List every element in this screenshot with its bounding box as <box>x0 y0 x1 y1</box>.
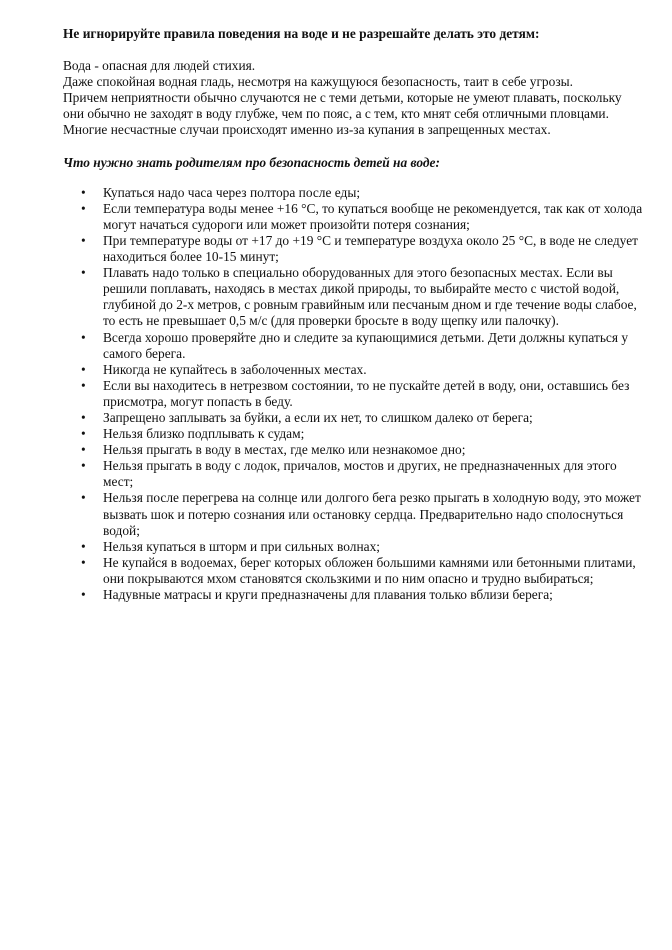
list-item <box>63 410 643 426</box>
list-item <box>63 426 643 442</box>
bullet-icon: • <box>81 265 86 281</box>
document-heading: Не игнорируйте правила поведения на воде и не разрешайте делать это детям: <box>63 26 540 41</box>
section-subheading: Что нужно знать родителям про безопасность детей на воде: <box>63 154 440 170</box>
list-item <box>63 362 643 378</box>
bullet-icon: • <box>81 426 86 442</box>
list-item <box>63 378 643 410</box>
bullet-icon: • <box>81 184 86 200</box>
list-item <box>63 201 643 233</box>
list-item-text: Надувные матрасы и круги предназначены для плавания только вблизи берега; <box>103 587 553 602</box>
bullet-icon: • <box>81 538 86 554</box>
list-item <box>63 555 643 587</box>
list-item <box>63 265 643 329</box>
list-item-text: Всегда хорошо проверяйте дно и следите за купающимися детьми. Дети должны купаться у самого берега. <box>103 329 629 361</box>
intro-line: Многие несчастные случаи происходят именно из-за купания в запрещенных местах. <box>63 122 551 138</box>
bullet-icon: • <box>81 361 86 377</box>
list-item-text: Нельзя купаться в шторм и при сильных волнах; <box>103 538 380 554</box>
bullet-icon: • <box>81 458 86 474</box>
bullet-icon: • <box>81 554 86 570</box>
document-page <box>63 26 643 603</box>
list-item-text: Нельзя после перегрева на солнце или долгого бега резко прыгать в холодную воду, это может вызвать шок и потерю сознания или остановку сердца. Предварительно надо сполоснуться водой; <box>103 490 641 538</box>
intro-line: Причем неприятности обычно случаются не с теми детьми, которые не умеют плавать, поскольку они обычно не заходят в воду глубже, чем по пояс, а с тем, кто мнят себя отличными пловцами. <box>63 90 622 122</box>
list-item-text: Плавать надо только в специально оборудованных для этого безопасных местах. Если вы решили поплавать, находясь в местах дикой природы, то выбирайте место с чистой водой, глубиной до 2-х метров, с ровным гравийным или песчаным дном и где течение воды слабое, то есть не превышает 0,5 м/с (для проверки бросьте в воду щепку или палочку). <box>103 265 637 329</box>
list-item <box>63 233 643 265</box>
tips-list <box>63 185 643 603</box>
list-item-text: Никогда не купайтесь в заболоченных местах. <box>103 361 367 377</box>
bullet-icon: • <box>81 377 86 393</box>
list-item <box>63 185 643 201</box>
list-item <box>63 539 643 555</box>
list-item-text: Не купайся в водоемах, берег которых обложен большими камнями или бетонными плитами, они покрываются мхом становятся скользкими и по ним опасно и трудно выбираться; <box>103 554 636 586</box>
bullet-icon: • <box>81 442 86 458</box>
list-item-text: Если температура воды менее +16 °С, то купаться вообще не рекомендуется, так как от холода могут начаться судороги или может произойти потеря сознания; <box>103 200 643 232</box>
list-item <box>63 490 643 538</box>
intro-line: Даже спокойная водная гладь, несмотря на кажущуюся безопасность, таит в себе угрозы. <box>63 74 573 90</box>
intro-line: Вода - опасная для людей стихия. <box>63 58 256 74</box>
list-item-text: Нельзя близко подплывать к судам; <box>103 426 305 442</box>
bullet-icon: • <box>81 200 86 216</box>
bullet-icon: • <box>81 587 86 602</box>
bullet-icon: • <box>81 409 86 425</box>
list-item-text: При температуре воды от +17 до +19 °С и температуре воздуха около 25 °С, в воде не следует находиться более 10-15 минут; <box>103 232 639 265</box>
list-item-text: Нельзя прыгать в воду с лодок, причалов, мостов и других, не предназначенных для этого мест; <box>103 458 617 490</box>
bullet-icon: • <box>81 329 86 345</box>
list-item <box>63 458 643 490</box>
list-item <box>63 442 643 458</box>
list-item-text: Если вы находитесь в нетрезвом состоянии, то не пускайте детей в воду, они, оставшись без присмотра, могут попасть в беду. <box>103 377 630 409</box>
list-item-text: Купаться надо часа через полтора после еды; <box>103 184 361 200</box>
list-item-text: Нельзя прыгать в воду в местах, где мелко или незнакомое дно; <box>103 442 466 458</box>
list-item <box>63 330 643 362</box>
bullet-icon: • <box>81 232 86 248</box>
list-item <box>63 587 643 603</box>
list-item-text: Запрещено заплывать за буйки, а если их нет, то слишком далеко от берега; <box>103 409 533 425</box>
intro-section <box>63 58 643 138</box>
bullet-icon: • <box>81 490 86 506</box>
